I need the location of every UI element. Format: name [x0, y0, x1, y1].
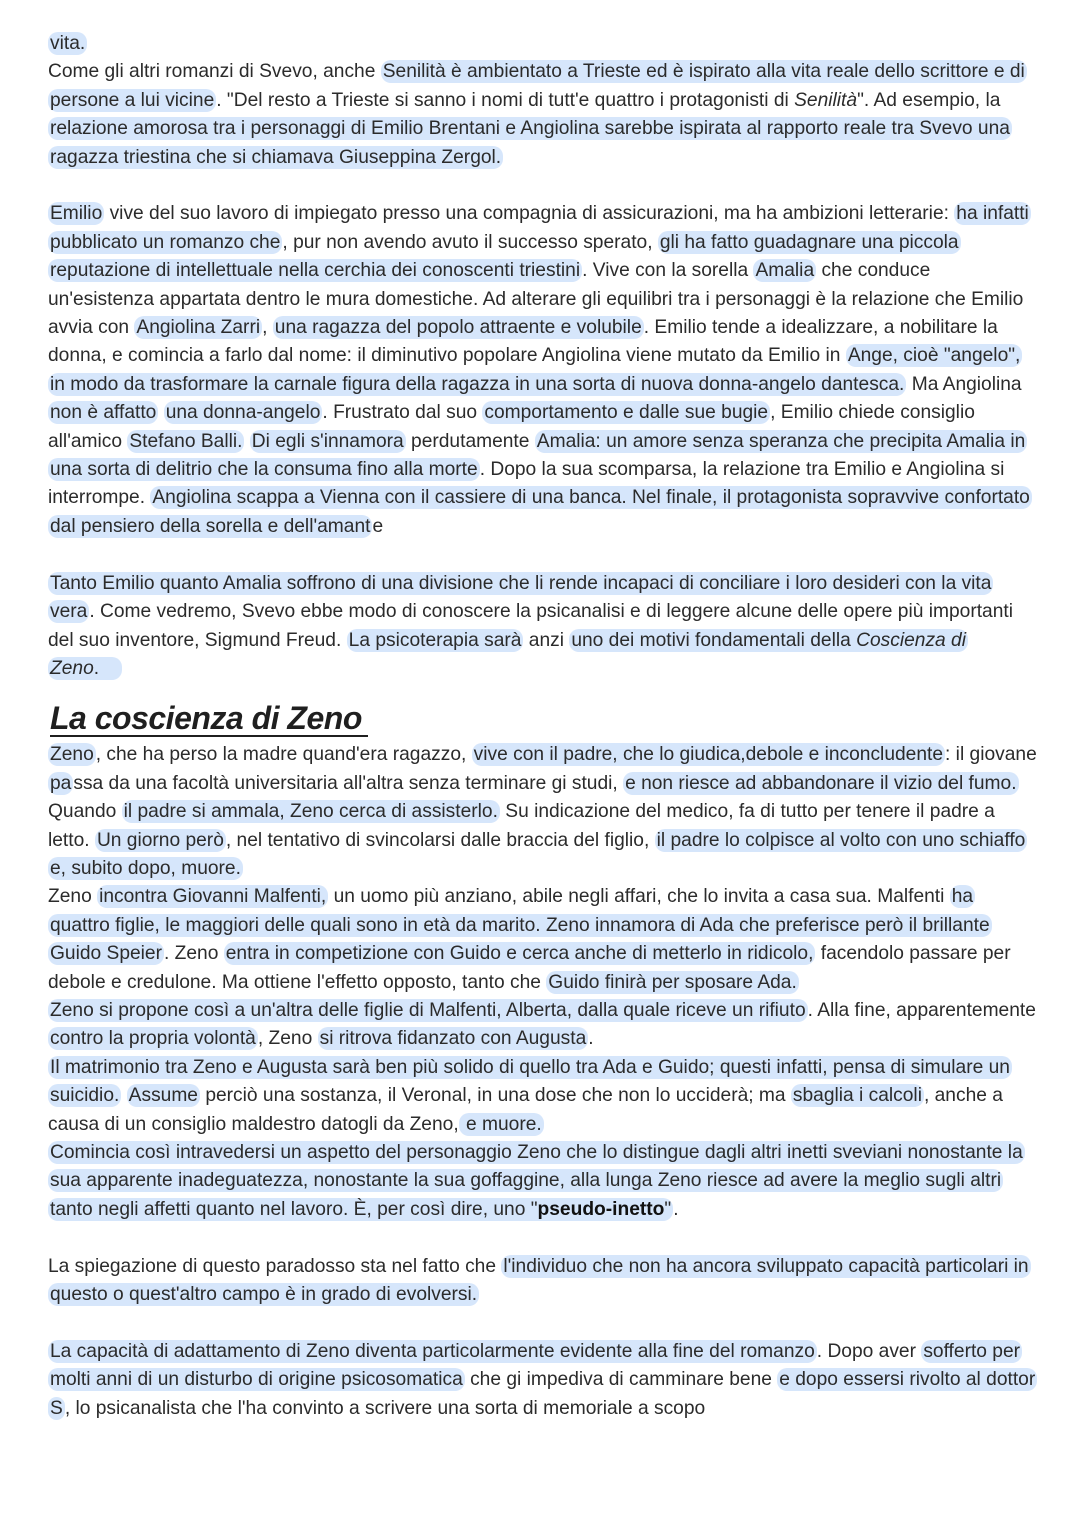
highlight: l'individuo che non ha ancora sviluppato capacità particolari in questo o quest'altro campo è in grado di evolversi. [50, 1255, 1029, 1306]
text-run: . Vive con la sorella [582, 260, 754, 282]
highlight: Amalia: un amore senza speranza che precipita Amalia in una sorta di delitrio che la consuma fino alla morte [50, 430, 1026, 481]
highlight: comportamento e dalle sue bugie [484, 402, 769, 424]
highlight: Stefano Balli. [129, 430, 243, 452]
text-run: che conduce un'esistenza appartata dentro le mura domestiche. Ad alterare gli equilibri tra i personaggi è la relazione che Emilio avvia con [48, 260, 1024, 339]
text-run: Zeno [48, 886, 98, 908]
paragraph-emilio [48, 200, 1038, 541]
highlight: vita. [50, 33, 86, 54]
highlight: Angiolina Zarri [136, 317, 261, 339]
highlight: ha infatti pubblicato un romanzo che [50, 203, 1029, 253]
text-run: . Frustrato dal suo [322, 402, 483, 424]
text-run: Come gli altri romanzi di Svevo, anche [48, 61, 381, 83]
text-run [158, 402, 163, 423]
highlight: si ritrova fidanzato con Augusta [319, 1028, 587, 1050]
highlight: ha quattro figlie, le maggiori delle quali sono in età da marito. Zeno innamora di Ada che preferisce però il brillante Guido Speier [50, 886, 990, 965]
text-run: Comincia così intravedersi un aspetto del personaggio Zeno che lo distingue dagli altri inetti sveviani nonostante la sua apparente inadeguatezza, nonostante la sua goffaggine, alla lunga Zeno riesce ad avere la meglio sugli altri tanto negli affetti quanto nel lavoro. È, per così dire, uno " [50, 1142, 1023, 1220]
text-run: . Come vedremo, Svevo ebbe modo di conoscere la psicanalisi e di leggere alcune delle opere più importanti del suo inventore, Sigmund Freud. [48, 601, 1013, 651]
text-run: , Zeno [257, 1028, 318, 1050]
highlight: La psicoterapia sarà [348, 629, 522, 651]
paragraph-paradox [48, 1253, 1038, 1310]
highlight: contro la propria volontà [50, 1028, 256, 1050]
highlight: incontra Giovanni Malfenti, [99, 886, 327, 908]
text-run: ". Ad esempio, la [857, 89, 1001, 111]
highlight: Assume [128, 1085, 198, 1107]
paragraph-gap [48, 541, 1040, 569]
highlight: il padre lo colpisce al volto con uno schiaffo e, subito dopo, muore. [50, 829, 1026, 879]
italic-title: Senilità [794, 89, 858, 111]
text-run: ssa da una facoltà universitaria all'altra senza terminare gi studi, [73, 772, 624, 794]
text-run: Su indicazione del medico, fa di tutto per tenere il padre a letto. [48, 801, 995, 851]
highlight: non è affatto [50, 402, 157, 424]
text-run: " [664, 1198, 672, 1220]
bold-term: pseudo-inetto [537, 1198, 665, 1220]
highlight: gli ha fatto guadagnare una piccola reputazione di intellettuale nella cerchia dei conoscenti triestini [50, 231, 959, 282]
highlight: Il matrimonio tra Zeno e Augusta sarà ben più solido di quello tra Ada e Guido; questi infatti, pensa di simulare un suicidio. [50, 1056, 1010, 1107]
text-run: e [372, 515, 384, 537]
italic-title: Coscienza di Zeno [50, 629, 966, 679]
highlight: e dopo essersi rivolto al dottor S [50, 1369, 1036, 1419]
highlight: Ange, cioè "angelo", in modo da trasformare la carnale figura della ragazza in una sorta di nuova donna-angelo dantesca. [50, 345, 1021, 395]
text-run: Ma Angiolina [906, 373, 1022, 395]
text-run: , pur non avendo avuto il successo sperato, [282, 231, 658, 253]
text-run: un uomo più anziano, abile negli affari, che lo invita a casa sua. Malfenti [328, 886, 950, 908]
text-run: Quando [48, 801, 122, 823]
highlight: Di egli s'innamora [251, 430, 404, 452]
highlight: La capacità di adattamento di Zeno diventa particolarmente evidente alla fine del romanzo [50, 1340, 815, 1362]
highlight: Guido finirà per sposare Ada. [548, 971, 797, 993]
highlight: relazione amorosa tra i personaggi di Emilio Brentani e Angiolina sarebbe ispirata al rapporto reale tra Svevo una ragazza triestina che si chiamava Giuseppina Zergol. [50, 118, 1010, 168]
text-run: , Emilio chiede consiglio all'amico [48, 402, 975, 452]
highlight [48, 1141, 1025, 1221]
text-run: . Dopo la sua scomparsa, la relazione tra Emilio e Angiolina si interrompe. [48, 459, 1005, 509]
highlight: Zeno si propone così a un'altra delle figlie di Malfenti, Alberta, dalla quale riceve un rifiuto [50, 999, 806, 1021]
highlight: Emilio [50, 203, 103, 225]
text-run: . [93, 657, 100, 679]
paragraph-zeno-plot [48, 741, 1038, 1224]
text-run: . [588, 1028, 594, 1050]
text-run: . "Del resto a Trieste si sanno i nomi di tutt'e quattro i protagonisti di [216, 89, 795, 111]
highlight: Senilità è ambientato a Trieste ed è ispirato alla vita reale dello scrittore e di persone a lui vicine [50, 61, 1025, 111]
text-run: vive del suo lavoro di impiegato presso una compagnia di assicurazioni, ma ha ambizioni letterarie: [104, 203, 955, 225]
paragraph-gap [48, 1224, 1040, 1252]
highlight: sbaglia i calcoli [792, 1085, 922, 1107]
text-run: facendolo passare per debole e credulone. Ma ottiene l'effetto opposto, tanto che [48, 943, 1011, 993]
highlight: e non riesce ad abbandonare il vizio del fumo. [625, 772, 1017, 794]
highlight: pa [50, 772, 72, 794]
paragraph-adaptation [48, 1338, 1038, 1423]
text-run: La spiegazione di questo paradosso sta nel fatto che [48, 1255, 502, 1277]
paragraph-division [48, 570, 1038, 684]
highlight: Tanto Emilio quanto Amalia soffrono di una divisione che li rende incapaci di conciliare i loro desideri con la vita vera [50, 572, 992, 623]
text-run: anzi [523, 629, 570, 651]
highlight: Amalia [755, 260, 815, 282]
text-run: . Alla fine, apparentemente [807, 999, 1036, 1021]
text-run: uno dei motivi fondamentali della [571, 629, 857, 651]
highlight: Zeno [50, 744, 94, 766]
text-run: , anche a causa di un consiglio maldestro datogli da Zeno, [48, 1085, 1003, 1135]
text-run: perciò una sostanza, il Veronal, in una dose che non lo ucciderà; ma [199, 1085, 791, 1107]
text-run: . [673, 1198, 679, 1220]
highlight: entra in competizione con Guido e cerca anche di metterlo in ridicolo, [225, 943, 814, 965]
text-run: : il giovane [945, 744, 1037, 766]
text-run [121, 1085, 126, 1106]
text-run: . Dopo aver [816, 1340, 922, 1362]
text-run: . Emilio tende a idealizzare, a nobilitare la donna, e comincia a farlo dal nome: il diminutivo popolare Angiolina viene mutato da Emilio in [48, 317, 998, 367]
text-run: , nel tentativo di svincolarsi dalle braccia del figlio, [225, 829, 655, 851]
text-run [244, 431, 249, 452]
text-run: , lo psicanalista che l'ha convinto a scrivere una sorta di memoriale a scopo [64, 1397, 706, 1419]
highlight: una ragazza del popolo attraente e volubile [274, 317, 642, 339]
highlight: e muore. [460, 1113, 542, 1135]
text-run: perdutamente [405, 430, 535, 452]
text-run: . Zeno [164, 943, 224, 965]
highlight: una donna-angelo [165, 402, 321, 424]
highlight: Angiolina scappa a Vienna con il cassiere di una banca. Nel finale, il protagonista sopravvive confortato dal pensiero della sorella e dell'amant [50, 487, 1030, 537]
highlight: Un giorno però [96, 829, 224, 851]
section-heading: La coscienza di Zeno [50, 701, 368, 737]
highlight: il padre si ammala, Zeno cerca di assisterlo. [123, 801, 498, 823]
paragraph-gap [48, 1309, 1040, 1337]
highlight: sofferto per molti anni di un disturbo di origine psicosomatica [50, 1340, 1021, 1391]
highlight: vive con il padre, che lo giudica,debole e inconcludente [473, 744, 944, 766]
paragraph-gap [48, 172, 1040, 200]
text-run: , che ha perso la madre quand'era ragazzo, [95, 744, 472, 766]
text-run: che gi impediva di camminare bene [464, 1369, 778, 1391]
paragraph-senilita-intro [48, 30, 1038, 172]
text-run: , [262, 317, 273, 339]
